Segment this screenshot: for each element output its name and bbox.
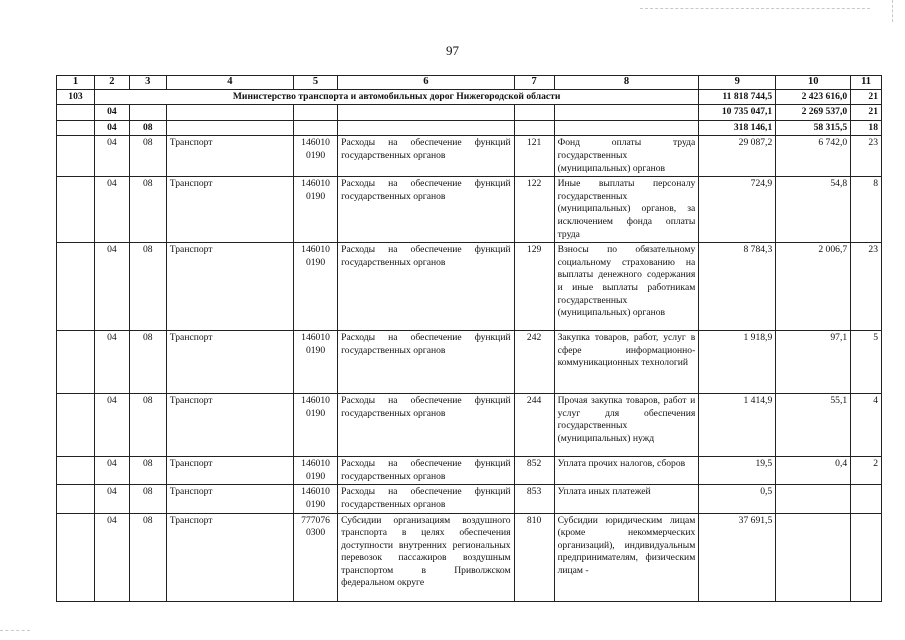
table-row <box>57 136 882 177</box>
value-col11: 21 <box>851 105 882 121</box>
subsection-code: 08 <box>129 120 166 136</box>
section-code: 04 <box>94 105 129 121</box>
column-header: 7 <box>514 76 554 90</box>
section-code: 04 <box>94 120 129 136</box>
amount-col10: 0,4 <box>776 457 851 485</box>
section-name: Транспорт <box>166 243 293 331</box>
amount-col9: 724,9 <box>699 177 776 243</box>
amount-col10: 55,1 <box>776 394 851 457</box>
value-col11: 5 <box>851 331 882 394</box>
amount-col9: 29 087,2 <box>699 136 776 177</box>
amount-col9: 19,5 <box>699 457 776 485</box>
expense-type-code: 121 <box>514 136 554 177</box>
amount-col10: 97,1 <box>776 331 851 394</box>
section-code: 04 <box>94 177 129 243</box>
section-name: Транспорт <box>166 513 293 601</box>
scan-edge-line <box>640 8 870 9</box>
target-article-code: 777076 0300 <box>294 513 338 601</box>
table-row <box>57 394 882 457</box>
value-col11 <box>851 485 882 513</box>
table-row <box>57 457 882 485</box>
section-code: 04 <box>94 243 129 331</box>
column-number-header <box>57 76 882 90</box>
expense-description: Расходы на обеспечение функций государственных органов <box>338 457 514 485</box>
column-header: 5 <box>294 76 338 90</box>
amount-col9: 1 918,9 <box>699 331 776 394</box>
target-article-code: 146010 0190 <box>294 243 338 331</box>
section-code: 04 <box>94 136 129 177</box>
column-header: 9 <box>699 76 776 90</box>
subsection-code: 08 <box>129 136 166 177</box>
column-header: 10 <box>776 76 851 90</box>
section-code: 04 <box>94 331 129 394</box>
amount-col9: 8 784,3 <box>699 243 776 331</box>
column-header: 4 <box>166 76 293 90</box>
expense-description: Расходы на обеспечение функций государственных органов <box>338 485 514 513</box>
section-name: Транспорт <box>166 457 293 485</box>
section-name: Транспорт <box>166 394 293 457</box>
expense-type-code: 853 <box>514 485 554 513</box>
target-article-code: 146010 0190 <box>294 136 338 177</box>
table-row <box>57 243 882 331</box>
section-code: 04 <box>94 513 129 601</box>
section-name: Транспорт <box>166 136 293 177</box>
expense-type-name: Прочая закупка товаров, работ и услуг для обеспечения государственных (муниципальных) нужд <box>554 394 699 457</box>
budget-table <box>56 75 882 602</box>
amount-col10: 58 315,5 <box>776 120 851 136</box>
expense-type-name: Фонд оплаты труда государственных (муниципальных) органов <box>554 136 699 177</box>
section-name: Транспорт <box>166 331 293 394</box>
target-article-code: 146010 0190 <box>294 177 338 243</box>
target-article-code: 146010 0190 <box>294 394 338 457</box>
column-header: 6 <box>338 76 514 90</box>
ministry-code: 103 <box>57 89 95 105</box>
value-col11: 23 <box>851 243 882 331</box>
amount-col10: 2 423 616,0 <box>776 89 851 105</box>
amount-col9: 1 414,9 <box>699 394 776 457</box>
amount-col10 <box>776 513 851 601</box>
amount-col10: 6 742,0 <box>776 136 851 177</box>
scan-edge-line <box>892 0 893 22</box>
amount-col10: 54,8 <box>776 177 851 243</box>
expense-description: Расходы на обеспечение функций государственных органов <box>338 177 514 243</box>
table-row <box>57 485 882 513</box>
section-code: 04 <box>94 485 129 513</box>
column-header: 11 <box>851 76 882 90</box>
value-col11: 21 <box>851 89 882 105</box>
subsection-code: 08 <box>129 331 166 394</box>
subsection-code: 08 <box>129 513 166 601</box>
amount-col9: 11 818 744,5 <box>699 89 776 105</box>
target-article-code: 146010 0190 <box>294 457 338 485</box>
expense-type-name: Субсидии юридическим лицам (кроме некоммерческих организаций), индивидуальным предпринимателям, физическим лицам - <box>554 513 699 601</box>
table-row <box>57 513 882 601</box>
amount-col10: 2 269 537,0 <box>776 105 851 121</box>
section-row <box>57 105 882 121</box>
expense-type-name: Закупка товаров, работ, услуг в сфере информационно-коммуникационных технологий <box>554 331 699 394</box>
section-code: 04 <box>94 394 129 457</box>
expense-type-name: Иные выплаты персоналу государственных (муниципальных) органов, за исключением фонда оплаты труда <box>554 177 699 243</box>
expense-description: Расходы на обеспечение функций государственных органов <box>338 243 514 331</box>
expense-type-code: 810 <box>514 513 554 601</box>
expense-type-code: 122 <box>514 177 554 243</box>
expense-type-name: Уплата прочих налогов, сборов <box>554 457 699 485</box>
subsection-code: 08 <box>129 457 166 485</box>
value-col11: 8 <box>851 177 882 243</box>
section-name: Транспорт <box>166 177 293 243</box>
amount-col9: 37 691,5 <box>699 513 776 601</box>
table-row <box>57 177 882 243</box>
target-article-code: 146010 0190 <box>294 485 338 513</box>
value-col11: 2 <box>851 457 882 485</box>
expense-description: Субсидии организациям воздушного транспорта в целях обеспечения доступности внутренних региональных перевозок пассажиров воздушным транспортом в Приволжском федеральном округе <box>338 513 514 601</box>
expense-type-name: Взносы по обязательному социальному страхованию на выплаты денежного содержания и иные выплаты работникам государственных (муниципальных) органов <box>554 243 699 331</box>
target-article-code: 146010 0190 <box>294 331 338 394</box>
value-col11: 18 <box>851 120 882 136</box>
section-code: 04 <box>94 457 129 485</box>
subsection-code: 08 <box>129 485 166 513</box>
subsection-code: 08 <box>129 243 166 331</box>
column-header: 8 <box>554 76 699 90</box>
column-header: 2 <box>94 76 129 90</box>
amount-col10 <box>776 485 851 513</box>
expense-description: Расходы на обеспечение функций государственных органов <box>338 136 514 177</box>
amount-col9: 318 146,1 <box>699 120 776 136</box>
section-name: Транспорт <box>166 485 293 513</box>
expense-type-code: 852 <box>514 457 554 485</box>
subsection-row <box>57 120 882 136</box>
amount-col9: 10 735 047,1 <box>699 105 776 121</box>
value-col11: 4 <box>851 394 882 457</box>
expense-type-code: 242 <box>514 331 554 394</box>
expense-description: Расходы на обеспечение функций государственных органов <box>338 394 514 457</box>
expense-description: Расходы на обеспечение функций государственных органов <box>338 331 514 394</box>
ministry-row <box>57 89 882 105</box>
amount-col10: 2 006,7 <box>776 243 851 331</box>
value-col11 <box>851 513 882 601</box>
expense-type-name: Уплата иных платежей <box>554 485 699 513</box>
value-col11: 23 <box>851 136 882 177</box>
page-number: 97 <box>446 43 459 58</box>
subsection-code: 08 <box>129 177 166 243</box>
ministry-title: Министерство транспорта и автомобильных дорог Нижегородской области <box>94 89 698 105</box>
subsection-code: 08 <box>129 394 166 457</box>
amount-col9: 0,5 <box>699 485 776 513</box>
column-header: 3 <box>129 76 166 90</box>
scan-edge-line <box>0 630 30 631</box>
expense-type-code: 129 <box>514 243 554 331</box>
expense-type-code: 244 <box>514 394 554 457</box>
table-row <box>57 331 882 394</box>
column-header: 1 <box>57 76 95 90</box>
